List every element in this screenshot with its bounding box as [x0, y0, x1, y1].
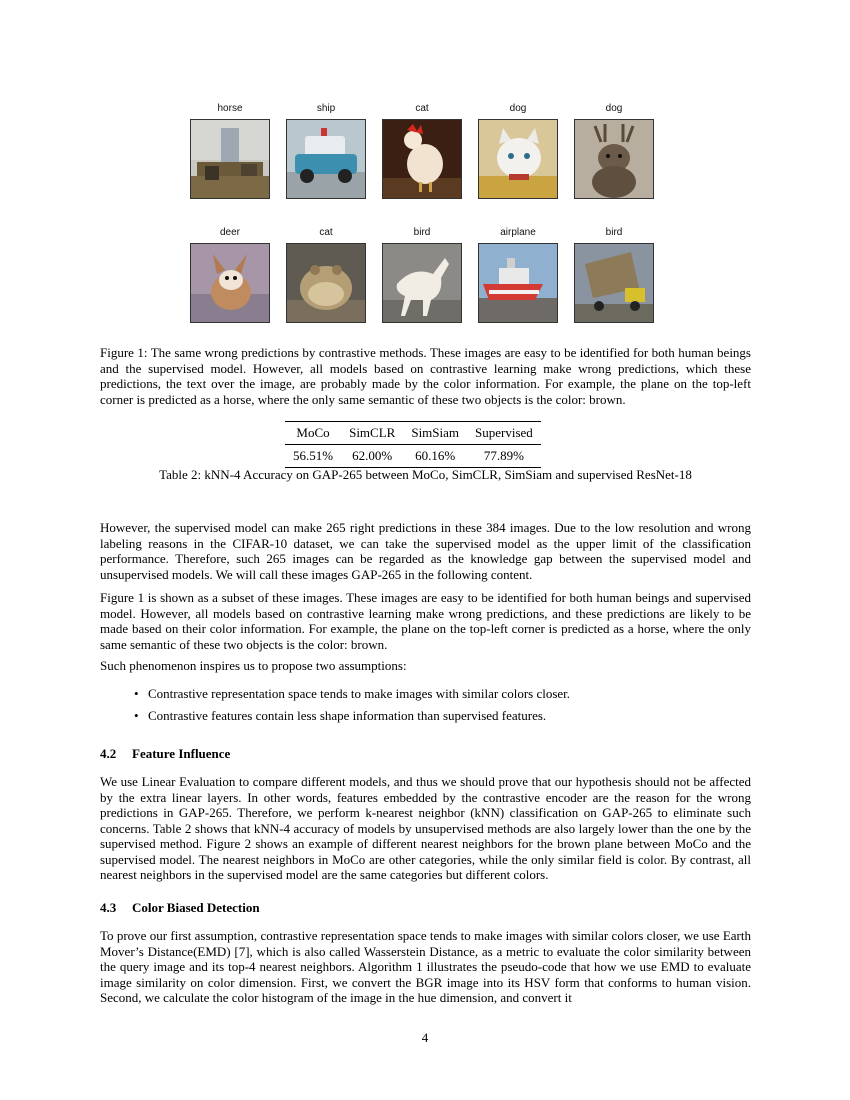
thumbnail-cat-image [478, 119, 558, 199]
section-heading-4-2 [100, 746, 230, 762]
list-item: • Contrastive features contain less shape information than supervised features. [130, 708, 750, 723]
figure-cell [478, 226, 558, 323]
paragraph-feature-influence: We use Linear Evaluation to compare different models, and thus we should prove that our hypothesis should not be affected by the extra linear layers. In other words, features embedded by the contrastive encoder are the reason for the wrong predictions in GAP-265. Therefore, we perform k-nearest neighbor (kNN) classification on GAP-265 to eliminate such concerns. Table 2 shows that kNN-4 accuracy of models by unsupervised methods are also largely lower than the one by the supervised method. Figure 2 shows an example of different nearest neighbors for the brown plane between MoCo and the supervised model. The nearest neighbors in MoCo are other categories, while the only similar field is color. By contrast, all nearest neighbors in the supervised model are the same categories but different colors. [100, 774, 751, 882]
paragraph-gap265: However, the supervised model can make 265 right predictions in these 384 images. Due to the low resolution and wrong labeling reasons in the CIFAR-10 dataset, we can take the supervised model as the upper limit of the classification performance. Therefore, such 265 images can be regarded as the knowledge gap between the supervised model and unsupervised models. We will call these images GAP-265 in the following content. [100, 520, 751, 582]
image-prediction-label: bird [605, 227, 623, 238]
figure-cell [286, 226, 366, 323]
image-prediction-label: bird [413, 227, 431, 238]
assumption-list [130, 686, 750, 730]
table-cell: 60.16% [415, 448, 456, 463]
page-number: 4 [421, 1030, 429, 1045]
section-title: Feature Influence [132, 746, 231, 761]
image-prediction-label: airplane [500, 227, 536, 238]
section-number: 4.2 [100, 746, 117, 761]
image-prediction-label: dog [509, 103, 527, 114]
thumbnail-horse-image [382, 243, 462, 323]
paragraph-color-biased-detection: To prove our first assumption, contrastive representation space tends to make images with similar colors closer, we use Earth Mover’s Distance(EMD) [7], which is also called Wasserstein Distance, as a metric to evaluate the color similarity between the query image and its top-4 nearest neighbors. Algorithm 1 illustrates the pseudo-code that how we use EMD to evaluate image similarity on color dimension. First, we convert the BGR image into its HSV form that conforms to human vision. Second, we calculate the color histogram of the image in the hue dimension, and convert it [100, 928, 751, 1005]
image-prediction-label: dog [605, 103, 623, 114]
section-title: Color Biased Detection [132, 900, 260, 915]
figure-caption: Figure 1: The same wrong predictions by contrastive methods. These images are easy to be identified for both human beings and the supervised model. However, all models based on contrastive learning make wrong predictions, which these predictions, the text over the image, are probably made by the color information. For example, the plane on the top-left corner is predicted as a horse, where the only same semantic of these two objects is the color: brown. [100, 345, 751, 407]
figure-cell [478, 102, 558, 199]
thumbnail-car-image [286, 119, 366, 199]
figure-cell [382, 226, 462, 323]
thumbnail-ship-image [478, 243, 558, 323]
list-item: • Contrastive representation space tends to make images with similar colors closer. [130, 686, 750, 701]
thumbnail-truck-image [574, 243, 654, 323]
thumbnail-rooster-image [382, 119, 462, 199]
image-prediction-label: deer [219, 227, 240, 238]
thumbnail-dog-image [190, 243, 270, 323]
thumbnail-deer-image [574, 119, 654, 199]
image-prediction-label: horse [217, 103, 243, 114]
image-prediction-label: cat [415, 103, 429, 114]
figure-cell [574, 226, 654, 323]
figure-cell [574, 102, 654, 199]
figure-cell [286, 102, 366, 199]
section-number: 4.3 [100, 900, 117, 915]
paragraph-assumptions-intro: Such phenomenon inspires us to propose two assumptions: [100, 658, 407, 673]
table-header-cell: SimSiam [411, 425, 460, 440]
table-header-cell: MoCo [296, 425, 330, 440]
paragraph-figure1: Figure 1 is shown as a subset of these images. These images are easy to be identified for both human beings and supervised model. However, all models based on contrastive learning make wrong predictions, and these predictions are likely to be made based on their color information. For example, the plane on the top-left corner is predicted as a horse, where the only same semantic of these two objects is the color: brown. [100, 590, 751, 652]
section-heading-4-3 [100, 900, 260, 916]
table-header-cell: Supervised [475, 425, 533, 440]
accuracy-table [285, 421, 541, 468]
table-row [285, 445, 541, 468]
table-cell: 56.51% [293, 448, 334, 463]
figure-cell [190, 102, 270, 199]
table-caption: Table 2: kNN-4 Accuracy on GAP-265 between MoCo, SimCLR, SimSiam and supervised ResNet-18 [159, 467, 692, 482]
figure-row-2 [190, 226, 660, 331]
figure-cell [190, 226, 270, 323]
figure-row-1 [190, 102, 660, 207]
table-cell: 62.00% [352, 448, 393, 463]
thumbnail-airplane-image [190, 119, 270, 199]
image-prediction-label: cat [319, 227, 333, 238]
table-cell: 77.89% [483, 448, 524, 463]
image-prediction-label: ship [316, 103, 336, 114]
table-header-row [285, 422, 541, 445]
thumbnail-frog-image [286, 243, 366, 323]
table-header-cell: SimCLR [349, 425, 396, 440]
figure-cell [382, 102, 462, 199]
